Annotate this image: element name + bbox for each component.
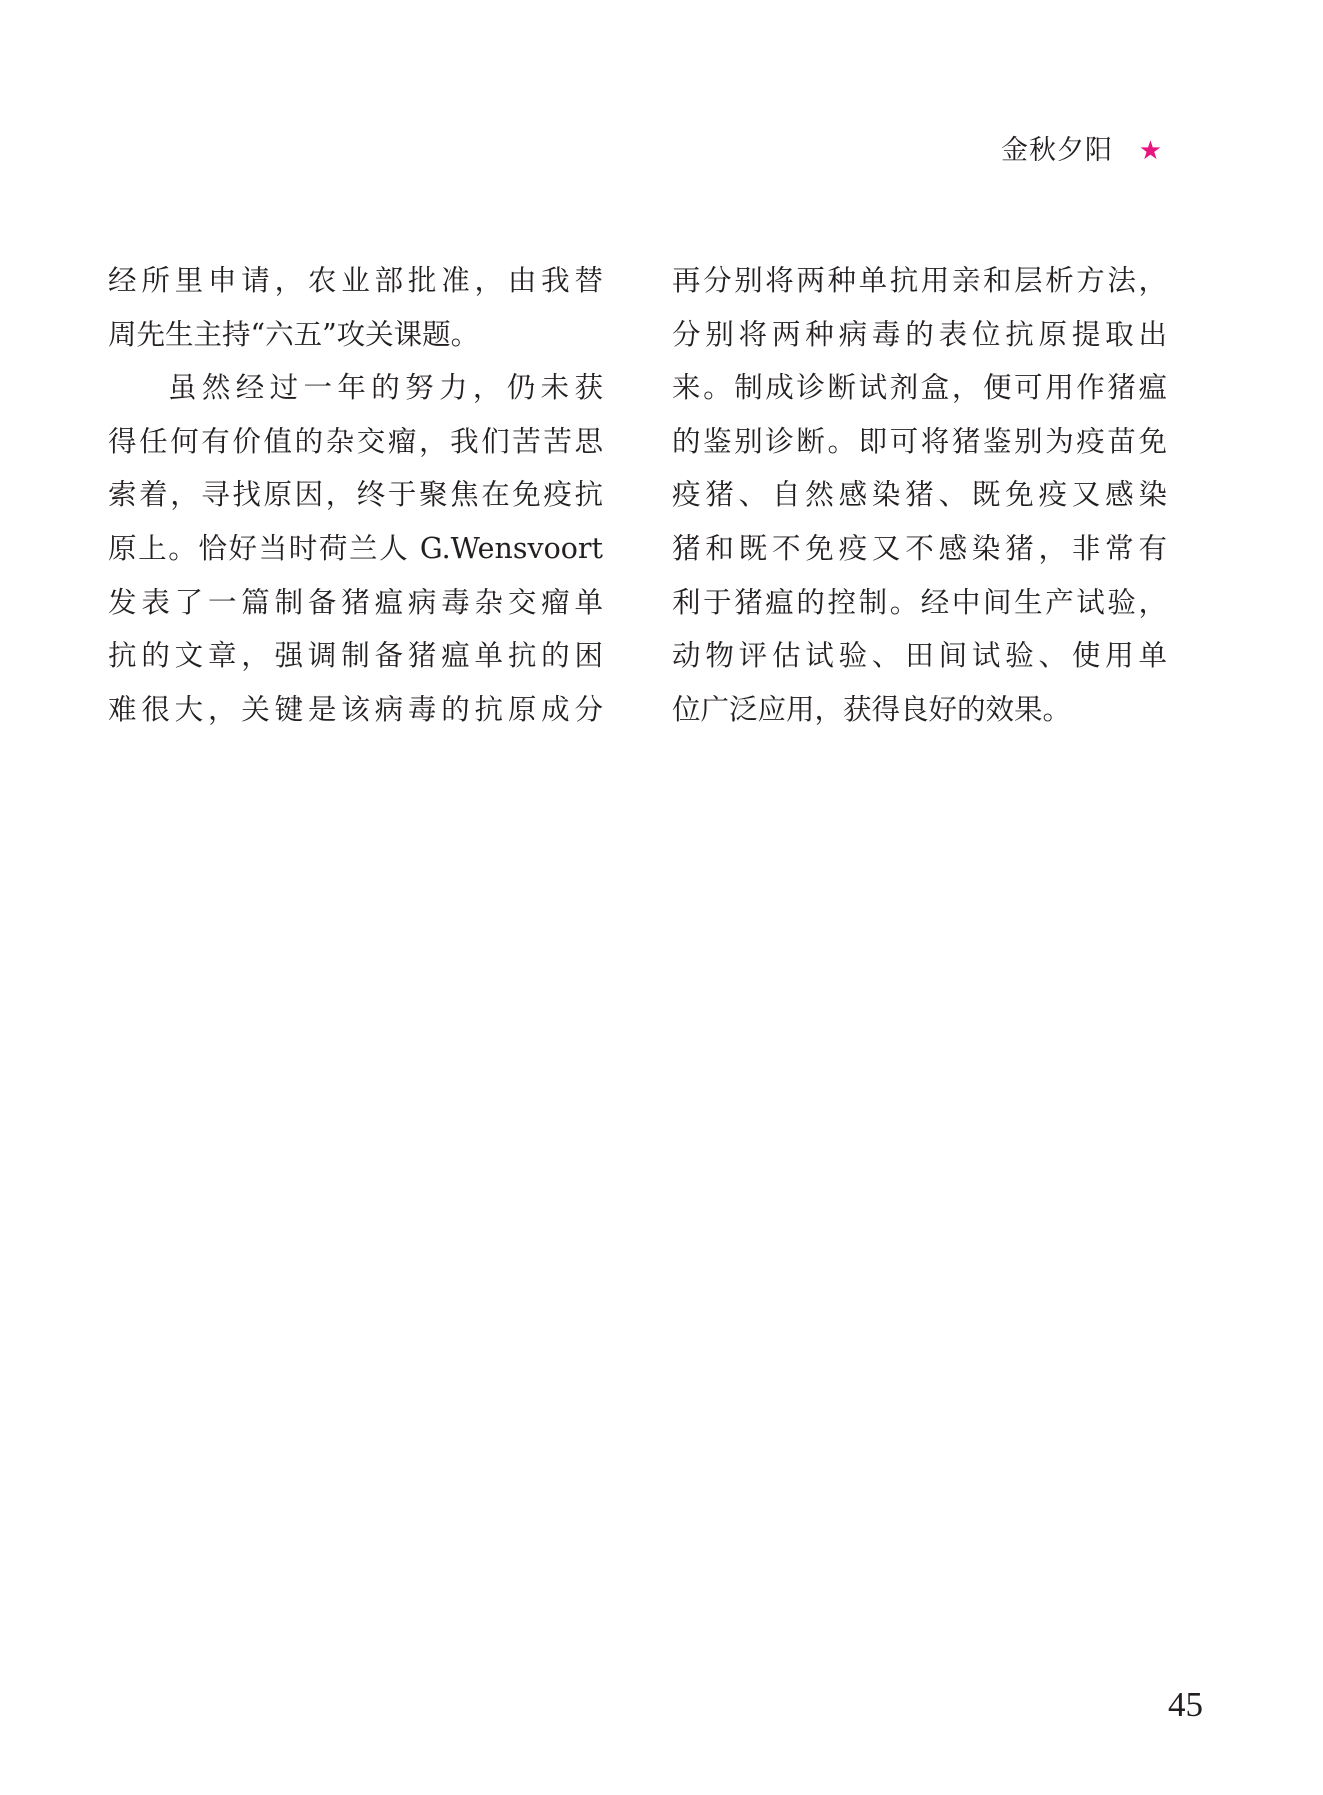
text-line: 原上。恰好当时荷兰人 G.Wensvoort [108, 531, 603, 565]
text-line: 猪和既不免疫又不感染猪，非常有 [672, 531, 1167, 565]
text-line: 动物评估试验、田间试验、使用单 [672, 639, 1167, 673]
running-header [0, 128, 1323, 174]
text-line: 得任何有价值的杂交瘤，我们苦苦思 [108, 424, 603, 458]
text-line: 索着，寻找原因，终于聚焦在免疫抗 [108, 478, 603, 512]
right-column [672, 254, 1167, 736]
text-line: 再分别将两种单抗用亲和层析方法， [672, 264, 1167, 297]
text-line: 疫猪、自然感染猪、既免疫又感染 [672, 478, 1167, 512]
left-column [108, 254, 603, 736]
text-line: 经所里申请，农业部批准，由我替 [108, 264, 603, 297]
text-line: 分别将两种病毒的表位抗原提取出 [672, 317, 1167, 351]
paragraph-first-line: 虽然经过一年的努力，仍未获 [168, 371, 603, 405]
text-line: 抗的文章，强调制备猪瘟单抗的困 [108, 639, 603, 673]
text-line: 利于猪瘟的控制。经中间生产试验， [672, 585, 1167, 619]
text-line: 发表了一篇制备猪瘟病毒杂交瘤单 [108, 585, 603, 619]
text-line: 周先生主持“六五”攻关课题。 [108, 317, 480, 351]
text-line: 的鉴别诊断。即可将猪鉴别为疫苗免 [672, 424, 1167, 458]
star-icon: ★ [1138, 136, 1162, 166]
text-line: 来。制成诊断试剂盒，便可用作猪瘟 [672, 371, 1167, 405]
page-number: 45 [1168, 1685, 1203, 1724]
section-title: 金秋夕阳 [1001, 135, 1113, 166]
text-line: 难很大，关键是该病毒的抗原成分 [108, 692, 603, 726]
text-line: 位广泛应用，获得良好的效果。 [672, 692, 1072, 726]
